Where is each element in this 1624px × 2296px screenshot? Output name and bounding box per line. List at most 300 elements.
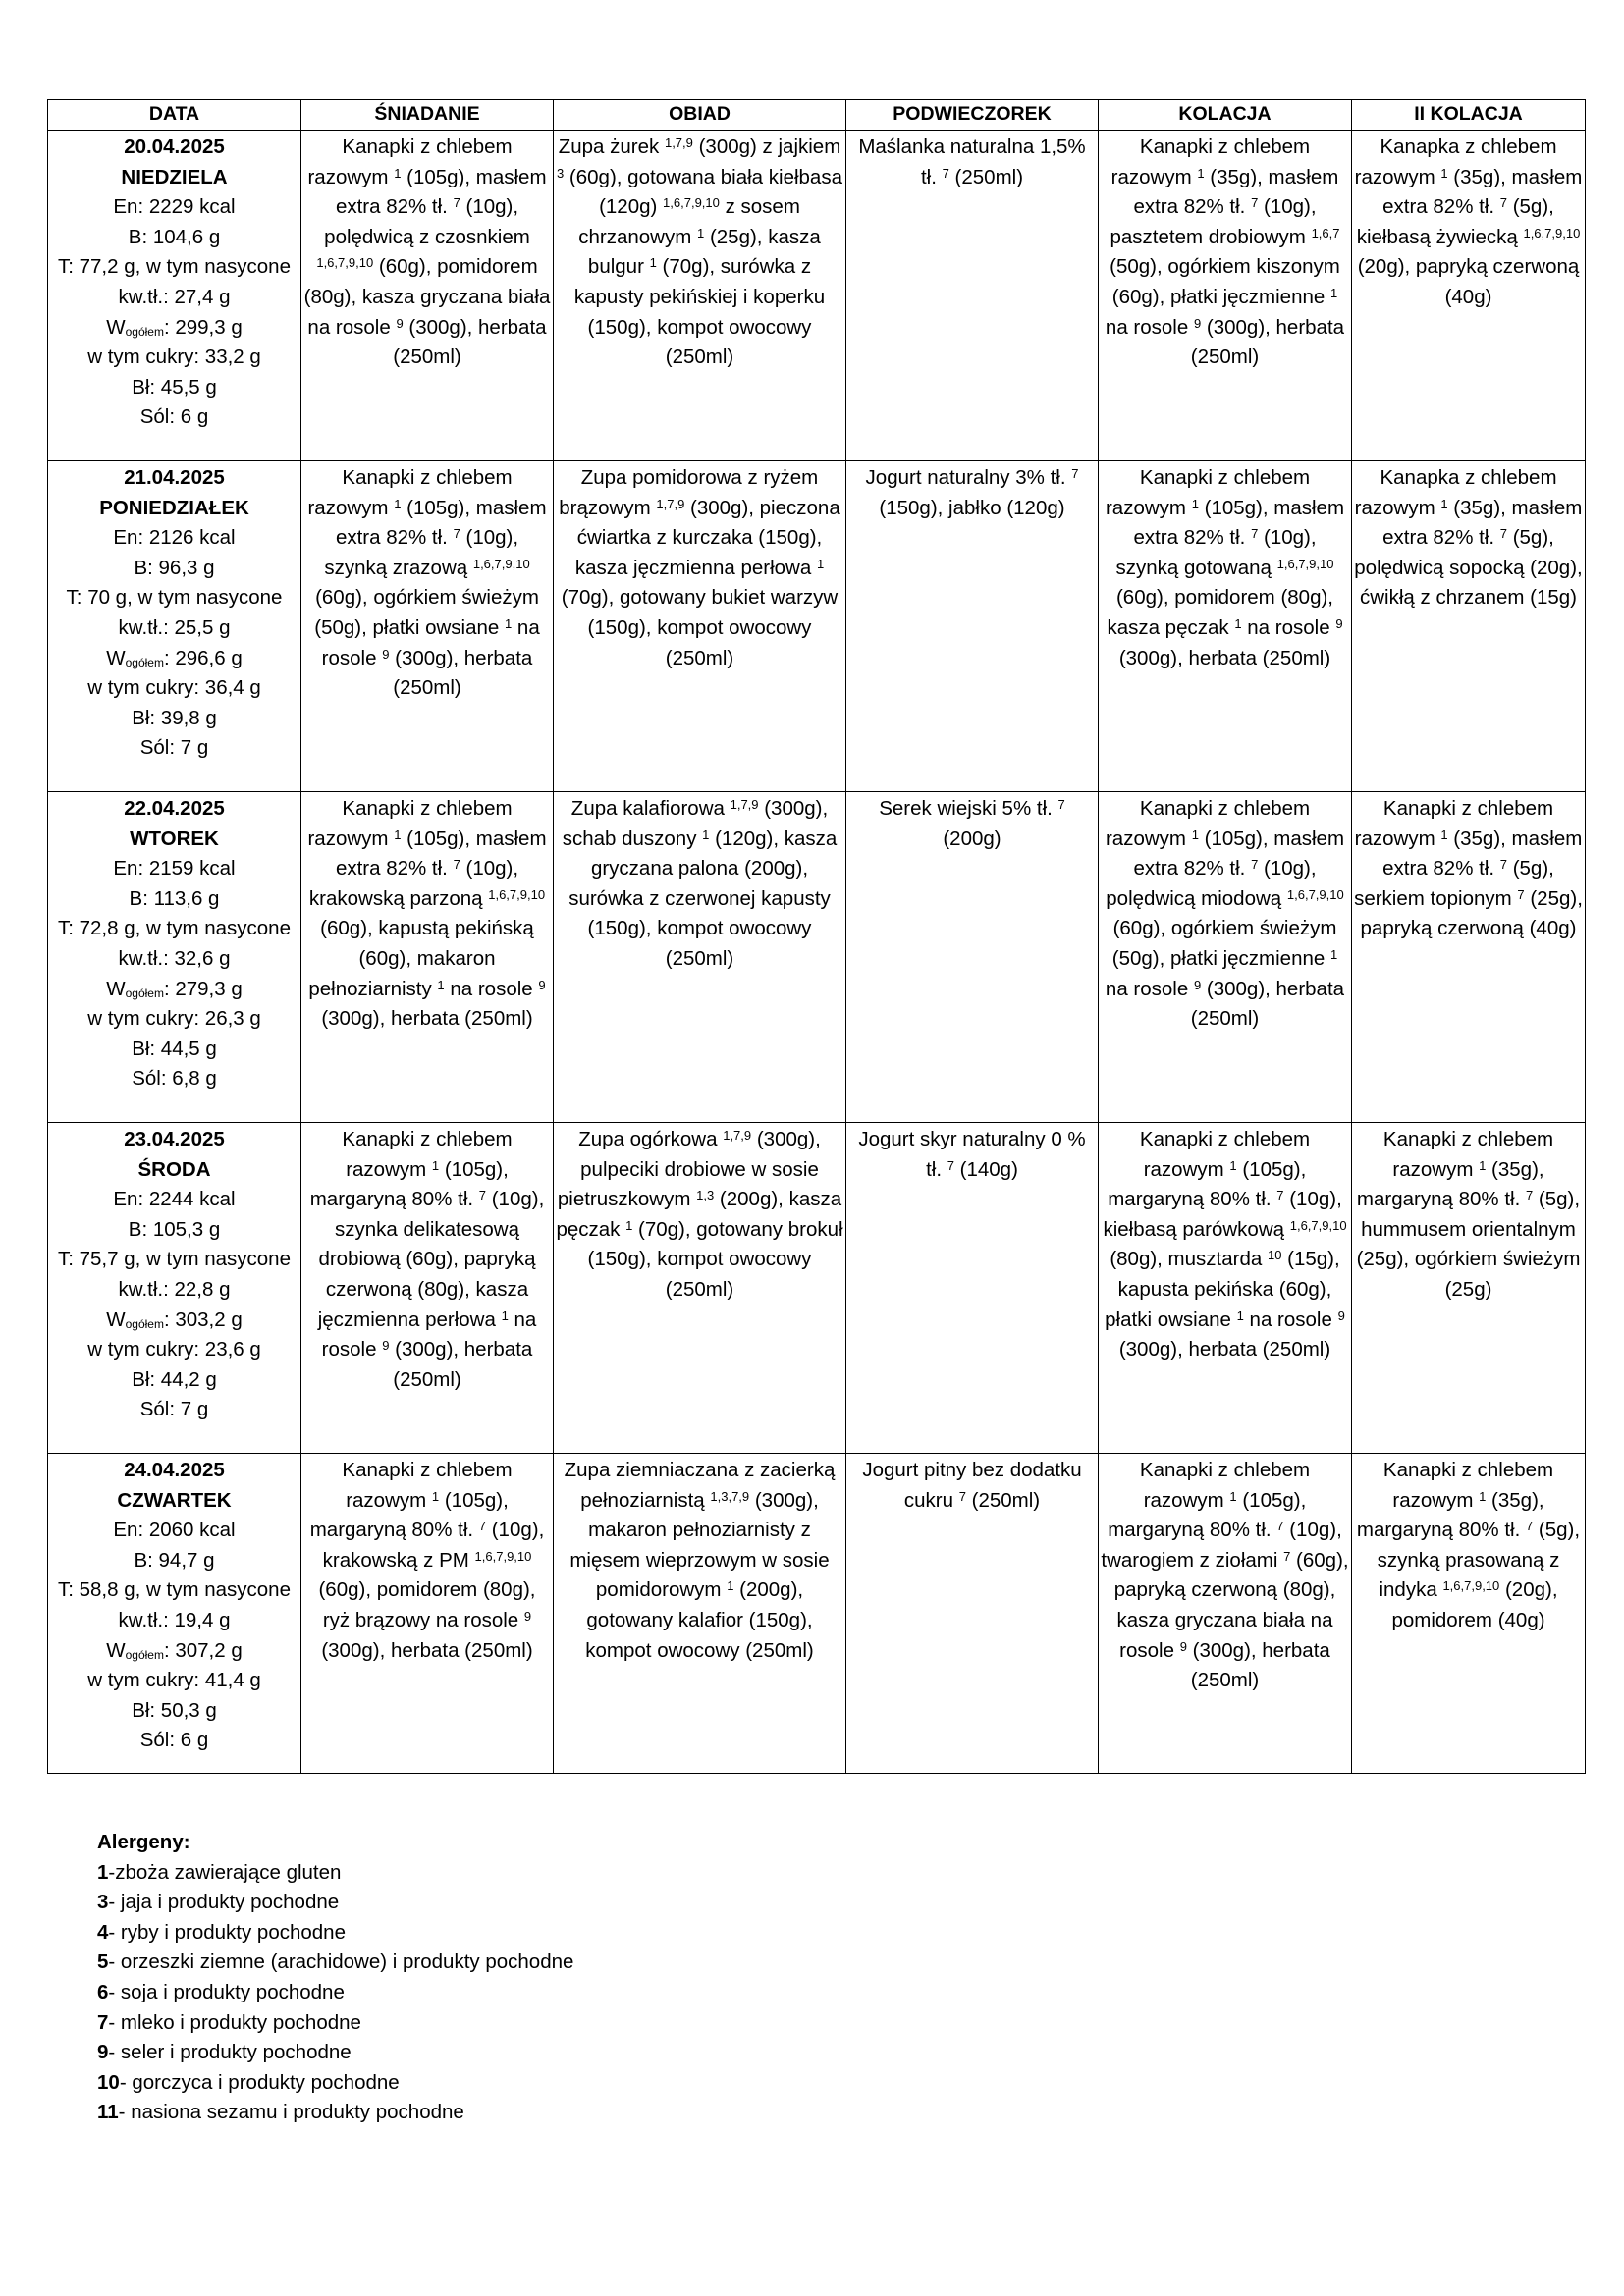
carbs-amount: : 279,3 g: [163, 977, 243, 1000]
meal-text: Zupa żurek: [558, 135, 665, 158]
meal-text: na rosole: [1241, 615, 1336, 639]
meal-text: (300g), herbata (250ml): [389, 646, 533, 700]
meal-text: (105g), margaryną 80% tł.: [309, 1157, 509, 1211]
allergen-marker: 1,6,7,9,10: [1286, 886, 1344, 902]
meal-text: (80g), musztarda: [1110, 1248, 1268, 1271]
allergen-marker: 7: [1525, 1519, 1534, 1534]
allergen-marker: 7: [1499, 195, 1507, 211]
allergen-marker: 1,7,9: [656, 496, 685, 511]
day-name: ŚRODA: [137, 1157, 211, 1181]
allergen-marker: 1,7,9: [723, 1128, 752, 1143]
fiber-value: Bł: 44,2 g: [132, 1367, 217, 1391]
allergen-item: [97, 2068, 573, 2099]
allergen-marker: 1: [504, 615, 513, 631]
meal-text: na rosole: [1105, 977, 1194, 1000]
allergen-marker: 1: [501, 1308, 509, 1323]
carbs-subscript: ogółem: [125, 1316, 164, 1331]
salt-value: Sól: 6,8 g: [132, 1067, 217, 1091]
dinner-cell: [1099, 131, 1352, 461]
meal-text: (300g), herbata (250ml): [1186, 1638, 1330, 1692]
allergen-marker: 1: [625, 1217, 633, 1233]
fat-value: T: 70 g, w tym nasycone kw.tł.: 25,5 g: [66, 586, 283, 639]
lunch-cell: [554, 1123, 846, 1454]
meal-text: na rosole: [321, 615, 540, 669]
allergen-marker: 1: [1440, 496, 1448, 511]
allergen-marker: 7: [1251, 857, 1259, 873]
day-date: 20.04.2025: [124, 135, 225, 158]
carbs-prefix: W: [106, 977, 126, 1000]
header-snack: PODWIECZOREK: [846, 100, 1099, 131]
allergen-marker: 1: [816, 556, 825, 571]
sugars-value: w tym cukry: 26,3 g: [87, 1007, 261, 1031]
dinner-cell: [1099, 1454, 1352, 1774]
dinner-cell: [1099, 1123, 1352, 1454]
allergen-description: - soja i produkty pochodne: [108, 1980, 345, 2003]
allergen-marker: 7: [1276, 1188, 1284, 1203]
fiber-value: Bł: 50,3 g: [132, 1698, 217, 1722]
allergen-marker: 1,3,7,9: [710, 1488, 750, 1504]
meal-text: (60g), ogórkiem świeżym (50g), płatki owsiane: [314, 586, 539, 639]
snack-cell: [846, 792, 1099, 1123]
meal-text: Kanapki z chlebem razowym: [1382, 1128, 1554, 1181]
protein-value: B: 104,6 g: [128, 225, 221, 248]
allergen-marker: 7: [1525, 1188, 1534, 1203]
carbs-prefix: W: [106, 315, 126, 339]
day-row: [48, 1123, 1586, 1454]
lunch-cell: [554, 461, 846, 792]
allergen-description: - gorczyca i produkty pochodne: [119, 2070, 400, 2094]
late-dinner-cell: [1352, 131, 1586, 461]
fat-value: T: 72,8 g, w tym nasycone kw.tł.: 32,6 g: [57, 917, 291, 970]
breakfast-cell: [301, 461, 554, 792]
meal-text: Kanapki z chlebem razowym: [307, 797, 513, 850]
meal-text: (105g), masłem extra 82% tł.: [335, 165, 547, 219]
sugars-value: w tym cukry: 41,4 g: [87, 1669, 261, 1692]
meal-text: (105g), margaryną 80% tł.: [1108, 1488, 1307, 1542]
allergen-marker: 1: [1440, 165, 1448, 181]
meal-text: (5g), polędwicą sopocką (20g), ćwikłą z chrzanem (15g): [1354, 526, 1583, 610]
meal-text: (105g), masłem extra 82% tł.: [1133, 827, 1345, 881]
meal-text: (10g), szynką gotowaną: [1115, 526, 1317, 579]
meal-text: (5g), kiełbasą żywiecką: [1356, 195, 1554, 248]
meal-text: (300g), herbata (250ml): [1190, 315, 1345, 369]
meal-text: (10g), kiełbasą parówkową: [1103, 1188, 1342, 1241]
allergen-marker: 1: [1329, 946, 1338, 962]
meal-text: (5g), hummusem orientalnym (25g), ogórkiem świeżym (25g): [1356, 1188, 1581, 1301]
meal-text: (10g), pasztetem drobiowym: [1110, 195, 1317, 248]
allergen-description: -zboża zawierające gluten: [108, 1860, 342, 1884]
salt-value: Sól: 7 g: [139, 736, 209, 760]
header-dinner: KOLACJA: [1099, 100, 1352, 131]
carbs-prefix: W: [106, 1638, 126, 1662]
meal-text: (250ml): [948, 165, 1024, 188]
meal-text: (35g), masłem extra 82% tł.: [1382, 496, 1583, 550]
allergen-marker: 9: [382, 1338, 390, 1354]
header-lunch: OBIAD: [554, 100, 846, 131]
allergen-description: - ryby i produkty pochodne: [108, 1920, 346, 1944]
meal-text: Kanapka z chlebem razowym: [1354, 466, 1557, 519]
allergen-marker: 1: [394, 496, 402, 511]
breakfast-cell: [301, 1454, 554, 1774]
allergen-marker: 1: [394, 827, 402, 842]
allergen-number: 1: [97, 1860, 109, 1884]
date-cell: [48, 131, 301, 461]
allergen-marker: 1: [1229, 1488, 1237, 1504]
meal-text: (50g), ogórkiem kiszonym (60g), płatki jęczmienne: [1110, 255, 1340, 308]
carbs-value: [50, 313, 298, 344]
meal-text: Jogurt naturalny 3% tł.: [865, 466, 1072, 489]
carbs-amount: : 299,3 g: [163, 315, 243, 339]
allergen-number: 3: [97, 1891, 109, 1914]
meal-text: Kanapki z chlebem razowym: [307, 135, 513, 188]
meal-text: Kanapki z chlebem razowym: [342, 1459, 513, 1512]
meal-text: (300g) z jajkiem: [692, 135, 841, 158]
allergen-marker: 9: [1193, 315, 1202, 331]
allergen-marker: 7: [1251, 195, 1259, 211]
allergen-item: [97, 1858, 573, 1889]
meal-text: (15g), kapusta pekińska (60g), płatki owsiane: [1105, 1248, 1340, 1331]
day-row: [48, 131, 1586, 461]
carbs-amount: : 303,2 g: [163, 1308, 243, 1331]
meal-text: (60g), pomidorem (80g), kasza gryczana biała na rosole: [303, 255, 551, 339]
allergen-description: - nasiona sezamu i produkty pochodne: [118, 2101, 464, 2124]
allergen-number: 10: [97, 2070, 120, 2094]
carbs-prefix: W: [106, 646, 126, 669]
fiber-value: Bł: 44,5 g: [132, 1037, 217, 1060]
allergen-description: - mleko i produkty pochodne: [108, 2010, 361, 2034]
allergen-number: 11: [97, 2101, 119, 2124]
meal-text: (25g), kasza bulgur: [587, 225, 821, 279]
allergen-marker: 1: [727, 1578, 734, 1594]
meal-text: (300g), pieczona ćwiartka z kurczaka (150g), kasza jęczmienna perłowa: [574, 496, 840, 579]
meal-text: (60g), papryką czerwoną (80g), kasza gryczana biała na rosole: [1113, 1548, 1349, 1662]
allergen-marker: 1,6,7,9,10: [663, 195, 720, 211]
allergen-marker: 1: [1191, 496, 1199, 511]
meal-text: (10g), krakowską parzoną: [308, 857, 519, 910]
allergen-marker: 7: [1071, 466, 1079, 481]
allergen-marker: 7: [453, 195, 460, 211]
meal-text: Maślanka naturalna 1,5% tł.: [858, 135, 1086, 188]
meal-text: (10g), szynką zrazową: [324, 526, 519, 579]
meal-text: na rosole: [1105, 315, 1194, 339]
allergen-marker: 7: [1499, 526, 1507, 542]
meal-text: (70g), gotowany brokuł (150g), kompot owocowy (250ml): [587, 1217, 843, 1301]
allergen-marker: 1,6,7: [1311, 225, 1340, 240]
fat-value: T: 58,8 g, w tym nasycone kw.tł.: 19,4 g: [57, 1578, 291, 1631]
allergen-marker: 9: [538, 977, 546, 992]
header-row: [48, 100, 1586, 131]
allergen-item: [97, 2008, 573, 2039]
carbs-value: [50, 975, 298, 1005]
energy-value: En: 2159 kcal: [113, 857, 236, 881]
late-dinner-cell: [1352, 461, 1586, 792]
meal-text: (20g), papryką czerwoną (40g): [1357, 255, 1580, 308]
allergen-description: - orzeszki ziemne (arachidowe) i produkty pochodne: [108, 1950, 574, 1974]
header-late-dinner: II KOLACJA: [1352, 100, 1586, 131]
meal-text: (5g), serkiem topionym: [1354, 857, 1554, 910]
allergen-marker: 1: [431, 1488, 440, 1504]
meal-text: (300g), herbata (250ml): [321, 1638, 533, 1662]
date-cell: [48, 792, 301, 1123]
allergen-marker: 7: [1283, 1548, 1291, 1564]
lunch-cell: [554, 1454, 846, 1774]
allergen-item: [97, 1888, 573, 1918]
breakfast-cell: [301, 131, 554, 461]
meal-text: Jogurt skyr naturalny 0 % tł.: [858, 1128, 1086, 1181]
allergen-item: [97, 1948, 573, 1978]
meal-text: Kanapki z chlebem razowym: [1354, 797, 1554, 850]
meal-text: (10g), polędwicą z czosnkiem: [324, 195, 530, 248]
meal-text: (5g), szynką prasowaną z indyka: [1377, 1519, 1581, 1602]
meal-text: (35g), masłem extra 82% tł.: [1382, 827, 1583, 881]
sugars-value: w tym cukry: 33,2 g: [87, 346, 261, 369]
meal-text: (300g), herbata (250ml): [1118, 646, 1331, 669]
allergen-marker: 9: [1193, 977, 1202, 992]
allergen-marker: 10: [1267, 1248, 1282, 1263]
protein-value: B: 105,3 g: [128, 1217, 221, 1241]
late-dinner-cell: [1352, 1123, 1586, 1454]
carbs-value: [50, 644, 298, 674]
meal-text: (300g), makaron pełnoziarnisty z mięsem wieprzowym w sosie pomidorowym: [569, 1488, 830, 1602]
meal-text: (10g), polędwicą miodową: [1106, 857, 1317, 910]
allergen-marker: 7: [453, 526, 460, 542]
sugars-value: w tym cukry: 36,4 g: [87, 676, 261, 700]
meal-text: Kanapki z chlebem razowym: [1139, 1128, 1311, 1181]
meal-text: (300g), herbata (250ml): [393, 315, 547, 369]
salt-value: Sól: 6 g: [139, 405, 209, 429]
meal-text: (70g), gotowany bukiet warzyw (150g), kompot owocowy (250ml): [561, 586, 839, 669]
day-date: 23.04.2025: [124, 1128, 225, 1150]
allergen-marker: 1: [649, 255, 657, 271]
meal-text: (105g), margaryną 80% tł.: [309, 1488, 509, 1542]
allergen-marker: 9: [1335, 615, 1343, 631]
salt-value: Sól: 7 g: [139, 1398, 209, 1421]
meal-text: (60g), gotowana biała kiełbasa (120g): [564, 165, 842, 219]
meal-text: Kanapki z chlebem razowym: [1382, 1459, 1554, 1512]
meal-text: Zupa ziemniaczana z zacierką pełnoziarnistą: [564, 1459, 836, 1512]
meal-text: Kanapki z chlebem razowym: [1139, 1459, 1311, 1512]
meal-text: (105g), masłem extra 82% tł.: [1133, 496, 1345, 550]
breakfast-cell: [301, 1123, 554, 1454]
lunch-cell: [554, 792, 846, 1123]
allergen-marker: 7: [947, 1157, 954, 1173]
allergen-marker: 7: [942, 165, 949, 181]
carbs-subscript: ogółem: [125, 655, 164, 669]
meal-text: na rosole: [321, 1308, 537, 1362]
allergen-marker: 9: [396, 315, 404, 331]
allergen-marker: 1,6,7,9,10: [1276, 556, 1334, 571]
allergen-marker: 9: [382, 646, 390, 662]
meal-text: (200g), kasza pęczak: [556, 1188, 842, 1241]
date-cell: [48, 1123, 301, 1454]
carbs-amount: : 296,6 g: [163, 646, 243, 669]
allergen-marker: 1: [1236, 1308, 1244, 1323]
meal-text: Kanapki z chlebem razowym: [307, 466, 513, 519]
meal-text: (120g), kasza gryczana palona (200g), surówka z czerwonej kapusty (150g), kompot owocowy (250ml): [568, 827, 838, 970]
meal-text: (60g), pomidorem (80g), kasza pęczak: [1107, 586, 1334, 639]
day-name: CZWARTEK: [117, 1488, 232, 1512]
day-date: 21.04.2025: [124, 466, 225, 489]
meal-text: (35g), margaryną 80% tł.: [1356, 1157, 1544, 1211]
meal-text: (70g), surówka z kapusty pekińskiej i koperku (150g), kompot owocowy (250ml): [573, 255, 826, 369]
allergen-marker: 1: [1329, 285, 1338, 300]
meal-text: (300g), schab duszony: [562, 797, 829, 850]
meal-text: (60g), kapustą pekińską (60g), makaron pełnoziarnisty: [308, 917, 534, 1000]
meal-text: (105g), margaryną 80% tł.: [1108, 1157, 1307, 1211]
allergen-number: 4: [97, 1920, 109, 1944]
dinner-cell: [1099, 792, 1352, 1123]
meal-text: (60g), pomidorem (80g), ryż brązowy na rosole: [318, 1578, 536, 1631]
allergen-marker: 1,6,7,9,10: [316, 255, 374, 271]
fat-value: T: 75,7 g, w tym nasycone kw.tł.: 22,8 g: [57, 1248, 291, 1301]
meal-text: (60g), ogórkiem świeżym (50g), płatki jęczmienne: [1111, 917, 1337, 970]
meal-text: (250ml): [965, 1488, 1041, 1512]
allergen-legend: [97, 1828, 573, 2128]
allergen-marker: 1,7,9: [730, 797, 759, 812]
salt-value: Sól: 6 g: [139, 1729, 209, 1752]
meal-text: (300g), herbata (250ml): [389, 1338, 533, 1391]
meal-text: (300g), pulpeciki drobiowe w sosie pietruszkowym: [557, 1128, 821, 1211]
allergen-marker: 1,6,7,9,10: [488, 886, 546, 902]
allergen-marker: 1,3: [696, 1188, 715, 1203]
allergen-marker: 7: [478, 1519, 487, 1534]
lunch-cell: [554, 131, 846, 461]
fat-value: T: 77,2 g, w tym nasycone kw.tł.: 27,4 g: [57, 255, 291, 308]
allergen-number: 7: [97, 2010, 109, 2034]
carbs-prefix: W: [106, 1308, 126, 1331]
allergen-list: [97, 1858, 573, 2128]
meal-text: (300g), herbata (250ml): [1118, 1338, 1331, 1362]
meal-text: (105g), masłem extra 82% tł.: [335, 496, 547, 550]
carbs-subscript: ogółem: [125, 1647, 164, 1662]
allergen-marker: 1,6,7,9,10: [1442, 1578, 1500, 1594]
meal-text: (10g), twarogiem z ziołami: [1101, 1519, 1342, 1572]
allergen-marker: 7: [453, 857, 460, 873]
energy-value: En: 2229 kcal: [113, 195, 236, 219]
meal-text: (20g), pomidorem (40g): [1391, 1578, 1558, 1631]
days-body: [48, 131, 1586, 1774]
dinner-cell: [1099, 461, 1352, 792]
meal-text: (150g), jabłko (120g): [879, 496, 1065, 519]
carbs-value: [50, 1636, 298, 1667]
allergen-marker: 1: [1479, 1157, 1487, 1173]
energy-value: En: 2126 kcal: [113, 526, 236, 550]
allergen-description: - jaja i produkty pochodne: [108, 1891, 340, 1914]
header-breakfast: ŚNIADANIE: [301, 100, 554, 131]
meal-text: Kanapki z chlebem razowym: [1105, 797, 1311, 850]
day-name: WTOREK: [130, 827, 219, 850]
allergen-marker: 1,6,7,9,10: [474, 1548, 532, 1564]
meal-text: na rosole: [1243, 1308, 1338, 1331]
meal-text: (35g), masłem extra 82% tł.: [1133, 165, 1339, 219]
allergen-item: [97, 1918, 573, 1949]
allergen-marker: 3: [556, 165, 565, 181]
allergen-title: Alergeny:: [97, 1831, 190, 1853]
allergen-marker: 1: [1479, 1488, 1487, 1504]
meal-text: Kanapka z chlebem razowym: [1354, 135, 1557, 188]
protein-value: B: 113,6 g: [129, 886, 220, 910]
meal-text: (300g), herbata (250ml): [321, 1007, 533, 1031]
meal-text: (35g), masłem extra 82% tł.: [1382, 165, 1583, 219]
carbs-amount: : 307,2 g: [163, 1638, 243, 1662]
day-row: [48, 1454, 1586, 1774]
carbs-subscript: ogółem: [125, 986, 164, 1000]
allergen-marker: 1: [702, 827, 710, 842]
energy-value: En: 2060 kcal: [113, 1519, 236, 1542]
meal-text: Zupa pomidorowa z ryżem brązowym: [559, 466, 819, 519]
allergen-marker: 1,7,9: [664, 135, 693, 150]
allergen-marker: 7: [1057, 797, 1065, 812]
meal-text: (10g), szynka delikatesową drobiową (60g), papryką czerwoną (80g), kasza jęczmienna perłowa: [317, 1188, 545, 1331]
snack-cell: [846, 1123, 1099, 1454]
date-cell: [48, 461, 301, 792]
meal-text: (105g), masłem extra 82% tł.: [335, 827, 547, 881]
allergen-marker: 1,6,7,9,10: [472, 556, 530, 571]
day-date: 24.04.2025: [124, 1459, 225, 1481]
carbs-subscript: ogółem: [125, 324, 164, 339]
date-cell: [48, 1454, 301, 1774]
allergen-marker: 9: [1179, 1638, 1187, 1654]
meal-text: Zupa kalafiorowa: [570, 797, 731, 820]
allergen-marker: 1: [697, 225, 705, 240]
allergen-marker: 7: [1517, 886, 1525, 902]
allergen-marker: 7: [1499, 857, 1507, 873]
allergen-item: [97, 2098, 573, 2128]
allergen-marker: 7: [1251, 526, 1259, 542]
energy-value: En: 2244 kcal: [113, 1188, 236, 1211]
day-row: [48, 792, 1586, 1123]
allergen-item: [97, 1978, 573, 2008]
allergen-marker: 1: [431, 1157, 440, 1173]
meal-text: z sosem chrzanowym: [578, 195, 800, 248]
meal-text: (10g), krakowską z PM: [322, 1519, 545, 1572]
allergen-marker: 1: [394, 165, 402, 181]
allergen-marker: 1,6,7,9,10: [1289, 1217, 1347, 1233]
sugars-value: w tym cukry: 23,6 g: [87, 1338, 261, 1362]
allergen-marker: 7: [1276, 1519, 1284, 1534]
fiber-value: Bł: 45,5 g: [132, 375, 217, 399]
header-date: DATA: [48, 100, 301, 131]
breakfast-cell: [301, 792, 554, 1123]
protein-value: B: 94,7 g: [134, 1548, 215, 1572]
allergen-description: - seler i produkty pochodne: [108, 2041, 352, 2064]
day-name: PONIEDZIAŁEK: [99, 496, 249, 519]
late-dinner-cell: [1352, 792, 1586, 1123]
meal-text: (140g): [953, 1157, 1018, 1181]
allergen-marker: 1: [1229, 1157, 1237, 1173]
meal-text: Kanapki z chlebem razowym: [1110, 135, 1311, 188]
late-dinner-cell: [1352, 1454, 1586, 1774]
allergen-number: 9: [97, 2041, 109, 2064]
meal-text: Serek wiejski 5% tł.: [879, 797, 1058, 820]
allergen-marker: 7: [958, 1488, 966, 1504]
meal-text: (25g), papryką czerwoną (40g): [1360, 886, 1583, 940]
snack-cell: [846, 131, 1099, 461]
allergen-marker: 7: [478, 1188, 487, 1203]
allergen-number: 5: [97, 1950, 109, 1974]
meal-text: (200g), gotowany kalafior (150g), kompot owocowy (250ml): [585, 1578, 814, 1662]
day-name: NIEDZIELA: [121, 165, 228, 188]
snack-cell: [846, 461, 1099, 792]
allergen-marker: 1,6,7,9,10: [1523, 225, 1581, 240]
meal-text: na rosole: [444, 977, 539, 1000]
protein-value: B: 96,3 g: [134, 556, 215, 579]
allergen-marker: 1: [1440, 827, 1448, 842]
allergen-marker: 9: [523, 1608, 532, 1624]
meal-text: (35g), margaryną 80% tł.: [1356, 1488, 1544, 1542]
meal-text: Zupa ogórkowa: [578, 1128, 724, 1150]
meal-text: Jogurt pitny bez dodatku cukru: [862, 1459, 1082, 1512]
